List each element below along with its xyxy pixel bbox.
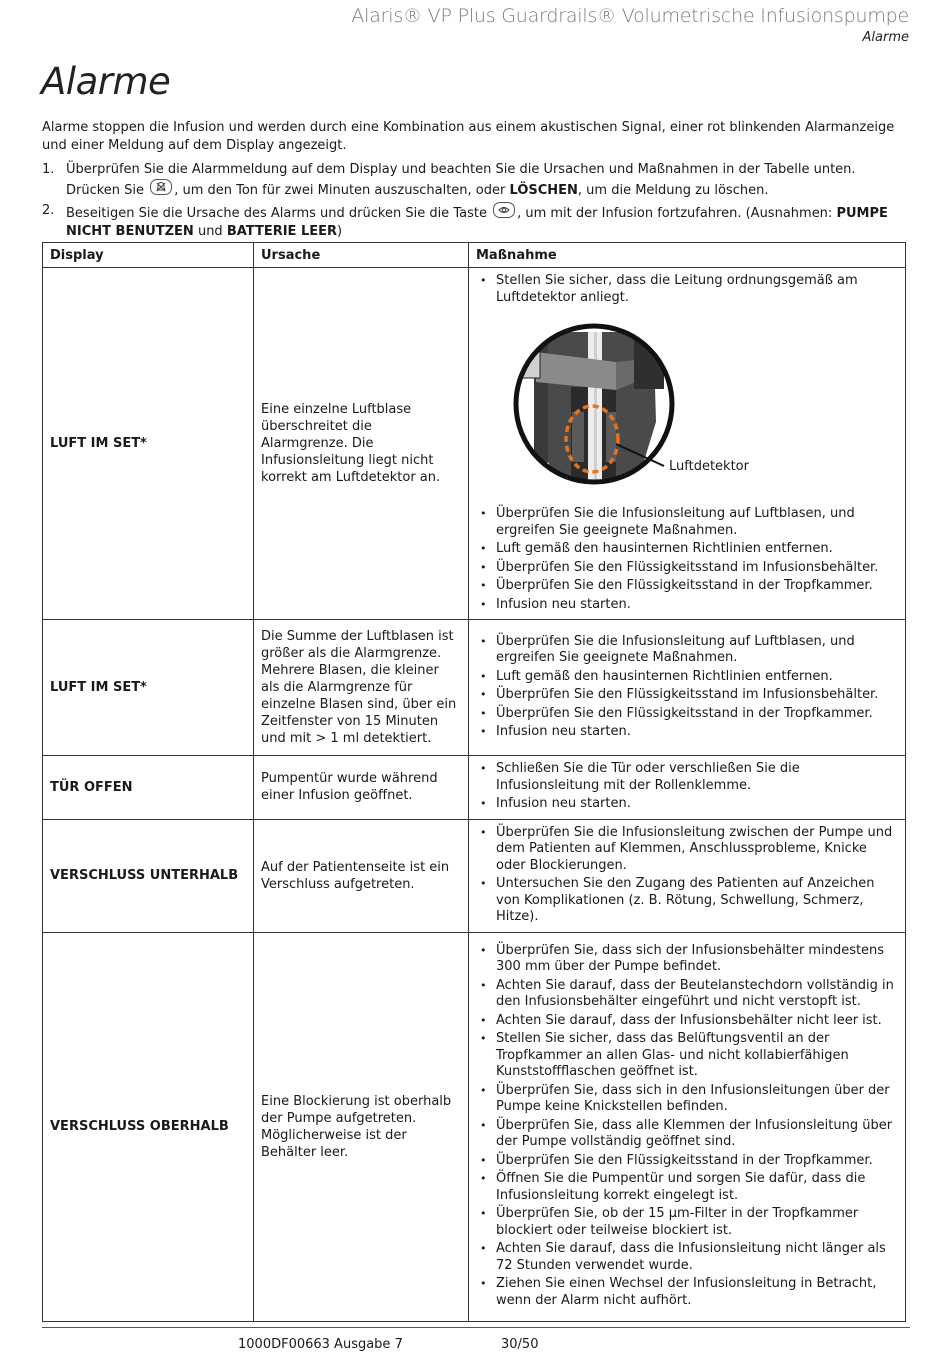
action-cell: [469, 620, 906, 756]
table-row: [43, 756, 906, 820]
page-title: Alarme: [41, 60, 171, 103]
action-list: [476, 943, 898, 1310]
list-item: • Luft gemäß den hausinternen Richtlinien entfernen.: [496, 669, 898, 686]
step-bold-term: LÖSCHEN: [509, 183, 578, 198]
step-bold-term: PUMPE NICHT BENUTZEN: [66, 206, 888, 239]
header-section-name: Alarme: [862, 30, 909, 45]
list-item: • Überprüfen Sie, dass sich der Infusionsbehälter mindestens 300 mm über der Pumpe befindet.: [496, 943, 898, 976]
list-item: • Überprüfen Sie den Flüssigkeitsstand in der Tropfkammer.: [496, 706, 898, 723]
list-item: • Luft gemäß den hausinternen Richtlinien entfernen.: [496, 541, 898, 558]
action-cell: [469, 819, 906, 932]
list-item: • Überprüfen Sie, ob der 15 µm-Filter in der Tropfkammer blockiert oder teilweise blockiert ist.: [496, 1206, 898, 1239]
list-item: • Überprüfen Sie den Flüssigkeitsstand in der Tropfkammer.: [496, 1153, 898, 1170]
list-item: • Infusion neu starten.: [496, 597, 898, 614]
footer-page-number: 30/50: [501, 1337, 539, 1352]
display-cell: VERSCHLUSS OBERHALB: [43, 932, 254, 1321]
step-text: und: [197, 224, 223, 239]
list-item: • Öffnen Sie die Pumpentür und sorgen Sie dafür, dass die Infusionsleitung korrekt eingelegt ist.: [496, 1171, 898, 1204]
column-header-action: Maßnahme: [469, 243, 906, 268]
list-item: • Überprüfen Sie den Flüssigkeitsstand im Infusionsbehälter.: [496, 687, 898, 704]
cause-cell: Auf der Patientenseite ist ein Verschluss aufgetreten.: [254, 819, 469, 932]
column-header-cause: Ursache: [254, 243, 469, 268]
cause-cell: Die Summe der Luftblasen ist größer als die Alarmgrenze. Mehrere Blasen, die kleiner als die Alarmgrenze für einzelne Blasen sind, über ein Zeitfenster von 15 Minuten und mit > 1 ml detektiert.: [254, 620, 469, 756]
action-list: [476, 761, 898, 813]
step-text: Beseitigen Sie die Ursache des Alarms und drücken Sie die Taste: [66, 206, 487, 221]
list-item: • Überprüfen Sie, dass alle Klemmen der Infusionsleitung über der Pumpe vollständig geöffnet sind.: [496, 1118, 898, 1151]
table-row: [43, 932, 906, 1321]
action-list: [476, 825, 898, 926]
list-item: • Achten Sie darauf, dass die Infusionsleitung nicht länger als 72 Stunden verwendet wurde.: [496, 1241, 898, 1274]
cause-cell: Eine Blockierung ist oberhalb der Pumpe aufgetreten. Möglicherweise ist der Behälter leer.: [254, 932, 469, 1321]
action-list: [476, 273, 898, 306]
step-1: [42, 161, 910, 200]
display-cell: VERSCHLUSS UNTERHALB: [43, 819, 254, 932]
list-item: • Untersuchen Sie den Zugang des Patienten auf Anzeichen von Komplikationen (z. B. Rötung, Schwellung, Schmerz, Hitze).: [496, 876, 898, 926]
cause-cell: Eine einzelne Luftblase überschreitet die Alarmgrenze. Die Infusionsleitung liegt nicht korrekt am Luftdetektor an.: [254, 268, 469, 620]
list-item: • Überprüfen Sie den Flüssigkeitsstand in der Tropfkammer.: [496, 578, 898, 595]
step-number: 1.: [42, 162, 55, 177]
list-item: • Überprüfen Sie den Flüssigkeitsstand im Infusionsbehälter.: [496, 560, 898, 577]
alarm-table: [42, 242, 906, 1322]
step-text: Überprüfen Sie die Alarmmeldung auf dem Display und beachten Sie die Ursachen und Maßnahmen in der Tabelle unten. Drücken Sie: [66, 162, 856, 198]
run-pause-icon: [493, 202, 515, 218]
header-product-title: Alaris® VP Plus Guardrails® Volumetrische Infusionspumpe: [351, 5, 909, 27]
footer-document-number: 1000DF00663 Ausgabe 7: [238, 1337, 403, 1352]
list-item: • Überprüfen Sie, dass sich in den Infusionsleitungen über der Pumpe keine Knickstellen befinden.: [496, 1083, 898, 1116]
steps-list: [42, 161, 910, 243]
intro-paragraph: Alarme stoppen die Infusion und werden durch eine Kombination aus einem akustischen Signal, einer rot blinkenden Alarmanzeige und einer Meldung auf dem Display angezeigt.: [42, 120, 895, 153]
step-bold-term: BATTERIE LEER: [226, 224, 338, 239]
action-cell: [469, 756, 906, 820]
list-item: • Überprüfen Sie die Infusionsleitung auf Luftblasen, und ergreifen Sie geeignete Maßnahmen.: [496, 506, 898, 539]
step-text: , um die Meldung zu löschen.: [577, 183, 769, 198]
list-item: • Infusion neu starten.: [496, 724, 898, 741]
list-item: • Schließen Sie die Tür oder verschließen Sie die Infusionsleitung mit der Rollenklemme.: [496, 761, 898, 794]
action-list: [476, 506, 898, 613]
alarm-mute-icon: [150, 179, 172, 195]
air-detector-image: [476, 312, 856, 502]
display-cell: TÜR OFFEN: [43, 756, 254, 820]
footer-divider: [42, 1327, 910, 1328]
cause-cell: Pumpentür wurde während einer Infusion geöffnet.: [254, 756, 469, 820]
display-cell: LUFT IM SET*: [43, 620, 254, 756]
step-text: , um mit der Infusion fortzufahren. (Ausnahmen:: [517, 206, 833, 221]
action-list: [476, 634, 898, 741]
list-item: • Ziehen Sie einen Wechsel der Infusionsleitung in Betracht, wenn der Alarm nicht aufhört.: [496, 1276, 898, 1309]
action-cell: [469, 932, 906, 1321]
list-item: • Achten Sie darauf, dass der Beutelanstechdorn vollständig in den Infusionsbehälter eingeführt und nicht verstopft ist.: [496, 978, 898, 1011]
display-cell: LUFT IM SET*: [43, 268, 254, 620]
column-header-display: Display: [43, 243, 254, 268]
air-detector-figure: [476, 312, 856, 502]
list-item: • Stellen Sie sicher, dass das Belüftungsventil an der Tropfkammer an allen Glas- und nicht kollabierfähigen Kunststoffflaschen geöffnet ist.: [496, 1031, 898, 1081]
list-item: • Achten Sie darauf, dass der Infusionsbehälter nicht leer ist.: [496, 1013, 898, 1030]
table-row: [43, 819, 906, 932]
list-item: • Infusion neu starten.: [496, 796, 898, 813]
step-2: [42, 202, 910, 241]
list-item: • Überprüfen Sie die Infusionsleitung zwischen der Pumpe und dem Patienten auf Klemmen, Anschlussprobleme, Knicke oder Blockierungen.: [496, 825, 898, 875]
list-item: • Überprüfen Sie die Infusionsleitung auf Luftblasen, und ergreifen Sie geeignete Maßnahmen.: [496, 634, 898, 667]
step-text: ): [337, 224, 343, 239]
action-cell: [469, 268, 906, 620]
table-header-row: [43, 243, 906, 268]
table-row: [43, 268, 906, 620]
step-text: , um den Ton für zwei Minuten auszuschalten, oder: [174, 183, 506, 198]
list-item: • Stellen Sie sicher, dass die Leitung ordnungsgemäß am Luftdetektor anliegt.: [496, 273, 898, 306]
table-row: [43, 620, 906, 756]
figure-label: Luftdetektor: [669, 459, 749, 474]
step-number: 2.: [42, 203, 55, 218]
